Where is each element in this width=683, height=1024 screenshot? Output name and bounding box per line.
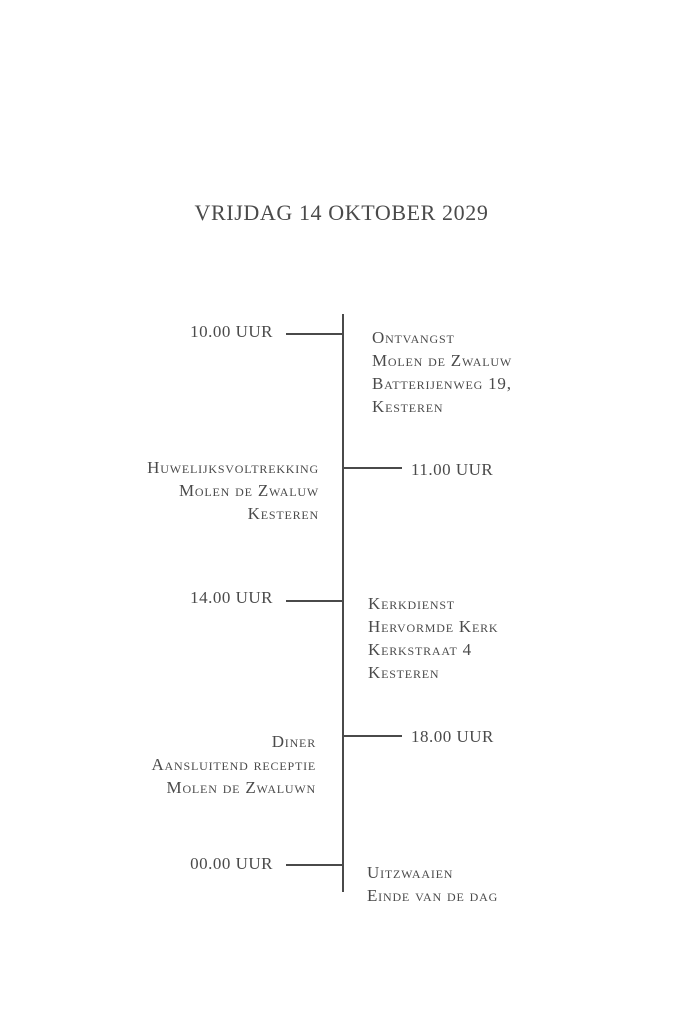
timeline-tick-1100 [344,467,402,469]
event-time-1000: 10.00 UUR [190,322,273,341]
timeline-axis [342,314,344,892]
event-line: Kesteren [372,397,444,416]
event-line: Diner [271,732,316,751]
timeline-tick-1400 [286,600,342,602]
event-line: Aansluitend receptie [151,755,316,774]
event-line: Molen de Zwaluw [179,481,319,500]
event-time-1100: 11.00 UUR [411,460,494,479]
event-description-huwelijksvoltrekking [147,456,319,525]
event-line: Hervormde Kerk [368,617,499,636]
event-line: Kesteren [368,663,440,682]
event-line: Molen de Zwaluwn [166,778,316,797]
event-description-ontvangst [372,326,512,418]
event-line: Batterijenweg 19, [372,374,512,393]
event-description-uitzwaaien [367,861,498,907]
event-time-0000: 00.00 UUR [190,854,273,873]
event-line: Ontvangst [372,328,455,347]
timeline-tick-1800 [344,735,402,737]
event-line: Uitzwaaien [367,863,454,882]
event-line: Kerkstraat 4 [368,640,472,659]
page-title: VRIJDAG 14 OKTOBER 2029 [194,200,489,225]
event-line: Molen de Zwaluw [372,351,512,370]
timeline-tick-1000 [286,333,342,335]
event-description-kerkdienst [368,592,498,684]
event-time-1800: 18.00 UUR [411,727,494,746]
event-line: Kerkdienst [368,594,455,613]
event-description-diner [151,730,316,799]
event-line: Kesteren [247,504,319,523]
event-line: Einde van de dag [367,886,499,905]
timeline-tick-0000 [286,864,342,866]
event-line: Huwelijksvoltrekking [147,458,319,477]
event-time-1400: 14.00 UUR [190,588,273,607]
